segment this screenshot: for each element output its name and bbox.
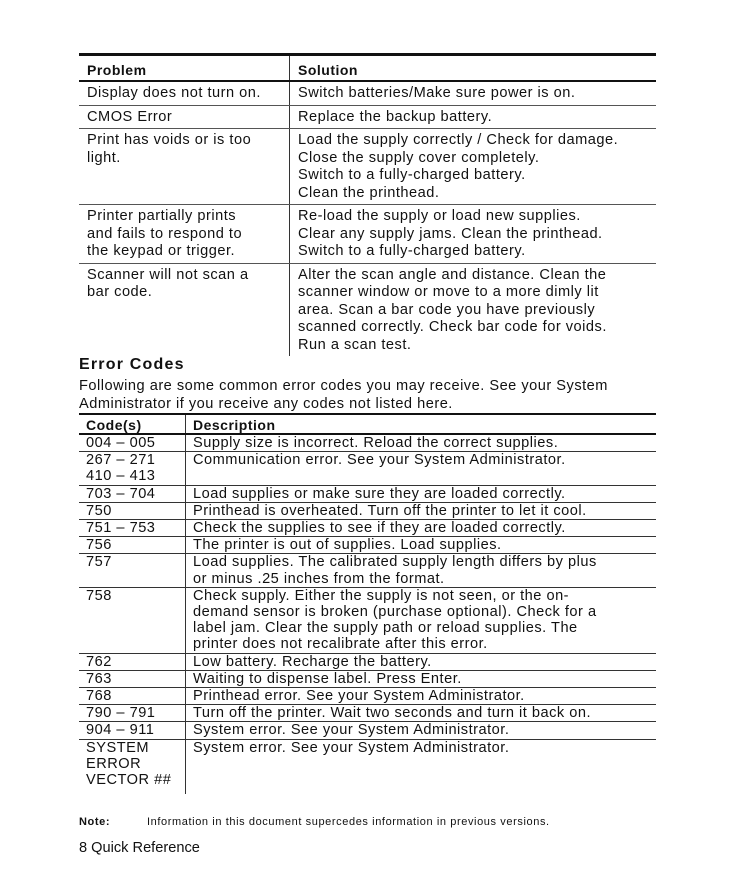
cell-line: 757 bbox=[86, 554, 112, 571]
cell-line: Printhead is overheated. Turn off the printer to let it cool. bbox=[193, 502, 587, 519]
cell-line: printer does not recalibrate after this error. bbox=[193, 636, 488, 653]
intro-line: Following are some common error codes you may receive. See your System bbox=[79, 378, 608, 394]
cell-line: Switch to a fully-charged battery. bbox=[298, 167, 526, 183]
codes-column-header: Code(s) bbox=[79, 414, 186, 434]
code-cell bbox=[79, 722, 186, 739]
error-code-row bbox=[79, 688, 656, 705]
troubleshooting-row bbox=[79, 129, 656, 205]
page-footer: 8 Quick Reference bbox=[79, 840, 200, 856]
cell-line: scanned correctly. Check bar code for voids. bbox=[298, 319, 607, 335]
cell-line: ERROR bbox=[86, 755, 142, 772]
cell-line: Low battery. Recharge the battery. bbox=[193, 653, 432, 670]
code-cell bbox=[79, 688, 186, 705]
cell-line: System error. See your System Administrator. bbox=[193, 739, 510, 756]
error-code-row bbox=[79, 705, 656, 722]
cell-line: Load supplies. The calibrated supply length differs by plus bbox=[193, 554, 597, 571]
cell-line: area. Scan a bar code you have previously bbox=[298, 301, 596, 318]
description-cell bbox=[186, 434, 657, 452]
cell-line: Check supply. Either the supply is not seen, or the on- bbox=[193, 587, 570, 604]
cell-line: Switch to a fully-charged battery. bbox=[298, 243, 526, 259]
cell-line: SYSTEM bbox=[86, 739, 150, 756]
code-cell bbox=[79, 739, 186, 794]
description-cell bbox=[186, 688, 657, 705]
code-cell bbox=[79, 502, 186, 519]
cell-line: Run a scan test. bbox=[298, 336, 412, 353]
cell-line: light. bbox=[87, 149, 121, 166]
error-codes-title: Error Codes bbox=[79, 356, 185, 373]
error-codes-intro bbox=[79, 378, 679, 413]
cell-line: 768 bbox=[86, 688, 112, 705]
troubleshooting-table bbox=[79, 53, 656, 356]
description-cell bbox=[186, 670, 657, 687]
cell-line: Display does not turn on. bbox=[87, 85, 261, 101]
cell-line: 758 bbox=[86, 587, 112, 604]
cell-line: 904 – 911 bbox=[86, 722, 155, 739]
code-cell bbox=[79, 434, 186, 452]
troubleshooting-body bbox=[79, 81, 656, 356]
code-cell bbox=[79, 520, 186, 537]
cell-line: Alter the scan angle and distance. Clean the bbox=[298, 266, 607, 283]
error-code-row bbox=[79, 485, 656, 502]
cell-line: 763 bbox=[86, 670, 112, 687]
cell-line: Switch batteries/Make sure power is on. bbox=[298, 85, 576, 101]
description-cell bbox=[186, 722, 657, 739]
code-cell bbox=[79, 554, 186, 587]
description-cell bbox=[186, 502, 657, 519]
intro-line: Administrator if you receive any codes not listed here. bbox=[79, 395, 453, 412]
error-code-row bbox=[79, 670, 656, 687]
problem-cell bbox=[79, 129, 290, 205]
troubleshooting-header-row bbox=[79, 55, 656, 82]
troubleshooting-row bbox=[79, 205, 656, 264]
cell-line: 004 – 005 bbox=[86, 435, 156, 451]
cell-line: Scanner will not scan a bbox=[87, 266, 249, 283]
cell-line: 703 – 704 bbox=[86, 485, 156, 502]
cell-line: CMOS Error bbox=[87, 108, 173, 125]
troubleshooting-row bbox=[79, 263, 656, 356]
error-codes-header-row bbox=[79, 414, 656, 434]
cell-line: System error. See your System Administrator. bbox=[193, 722, 510, 739]
cell-line: 762 bbox=[86, 653, 112, 670]
cell-line: Print has voids or is too bbox=[87, 132, 252, 148]
error-code-row bbox=[79, 434, 656, 452]
problem-cell bbox=[79, 205, 290, 264]
cell-line: Re-load the supply or load new supplies. bbox=[298, 208, 581, 224]
description-cell bbox=[186, 520, 657, 537]
cell-line: Clear any supply jams. Clean the printhead. bbox=[298, 225, 603, 242]
cell-line: Supply size is incorrect. Reload the correct supplies. bbox=[193, 435, 559, 451]
description-cell bbox=[186, 554, 657, 587]
troubleshooting-row bbox=[79, 81, 656, 105]
cell-line: Close the supply cover completely. bbox=[298, 149, 540, 166]
cell-line: Printhead error. See your System Administrator. bbox=[193, 688, 525, 705]
description-cell bbox=[186, 485, 657, 502]
cell-line: bar code. bbox=[87, 284, 153, 300]
description-cell bbox=[186, 653, 657, 670]
cell-line: and fails to respond to bbox=[87, 225, 243, 242]
cell-line: the keypad or trigger. bbox=[87, 243, 236, 259]
description-cell bbox=[186, 452, 657, 485]
code-cell bbox=[79, 452, 186, 485]
description-cell bbox=[186, 705, 657, 722]
note-label: Note: bbox=[79, 816, 111, 828]
cell-line: The printer is out of supplies. Load supplies. bbox=[193, 537, 502, 554]
cell-line: Communication error. See your System Administrator. bbox=[193, 452, 566, 469]
solution-cell bbox=[290, 263, 657, 356]
cell-line: 790 – 791 bbox=[86, 705, 156, 722]
solution-cell bbox=[290, 81, 657, 105]
cell-line: or minus .25 inches from the format. bbox=[193, 570, 445, 587]
cell-line: demand sensor is broken (purchase optional). Check for a bbox=[193, 604, 597, 621]
error-code-row bbox=[79, 587, 656, 653]
cell-line: Waiting to dispense label. Press Enter. bbox=[193, 670, 462, 687]
solution-column-header: Solution bbox=[290, 55, 657, 82]
cell-line: label jam. Clear the supply path or reload supplies. The bbox=[193, 620, 578, 637]
error-codes-body bbox=[79, 434, 656, 794]
error-code-row bbox=[79, 452, 656, 485]
note bbox=[79, 816, 550, 828]
error-code-row bbox=[79, 739, 656, 794]
cell-line: 267 – 271 bbox=[86, 452, 156, 469]
solution-cell bbox=[290, 105, 657, 129]
solution-cell bbox=[290, 205, 657, 264]
error-code-row bbox=[79, 653, 656, 670]
error-code-row bbox=[79, 502, 656, 519]
description-cell bbox=[186, 587, 657, 653]
note-text: Information in this document supercedes information in previous versions. bbox=[147, 816, 550, 828]
cell-line: 751 – 753 bbox=[86, 520, 156, 537]
error-code-row bbox=[79, 520, 656, 537]
cell-line: scanner window or move to a more dimly lit bbox=[298, 284, 599, 300]
cell-line: 750 bbox=[86, 502, 112, 519]
cell-line: Check the supplies to see if they are loaded correctly. bbox=[193, 520, 566, 537]
cell-line: Printer partially prints bbox=[87, 208, 237, 224]
code-cell bbox=[79, 485, 186, 502]
code-cell bbox=[79, 653, 186, 670]
cell-line: 756 bbox=[86, 537, 112, 554]
cell-line: VECTOR ## bbox=[86, 772, 172, 789]
cell-line: Load supplies or make sure they are loaded correctly. bbox=[193, 485, 566, 502]
description-column-header: Description bbox=[186, 414, 657, 434]
problem-cell bbox=[79, 81, 290, 105]
error-codes-table bbox=[79, 413, 656, 794]
problem-cell bbox=[79, 105, 290, 129]
code-cell bbox=[79, 537, 186, 554]
cell-line: Replace the backup battery. bbox=[298, 108, 493, 125]
problem-column-header: Problem bbox=[79, 55, 290, 82]
error-code-row bbox=[79, 554, 656, 587]
code-cell bbox=[79, 587, 186, 653]
problem-cell bbox=[79, 263, 290, 356]
description-cell bbox=[186, 739, 657, 794]
troubleshooting-row bbox=[79, 105, 656, 129]
code-cell bbox=[79, 670, 186, 687]
cell-line: Load the supply correctly / Check for damage. bbox=[298, 132, 619, 148]
error-code-row bbox=[79, 722, 656, 739]
cell-line: Turn off the printer. Wait two seconds and turn it back on. bbox=[193, 705, 592, 722]
description-cell bbox=[186, 537, 657, 554]
code-cell bbox=[79, 705, 186, 722]
error-code-row bbox=[79, 537, 656, 554]
cell-line: Clean the printhead. bbox=[298, 184, 440, 201]
cell-line: 410 – 413 bbox=[86, 468, 156, 485]
solution-cell bbox=[290, 129, 657, 205]
